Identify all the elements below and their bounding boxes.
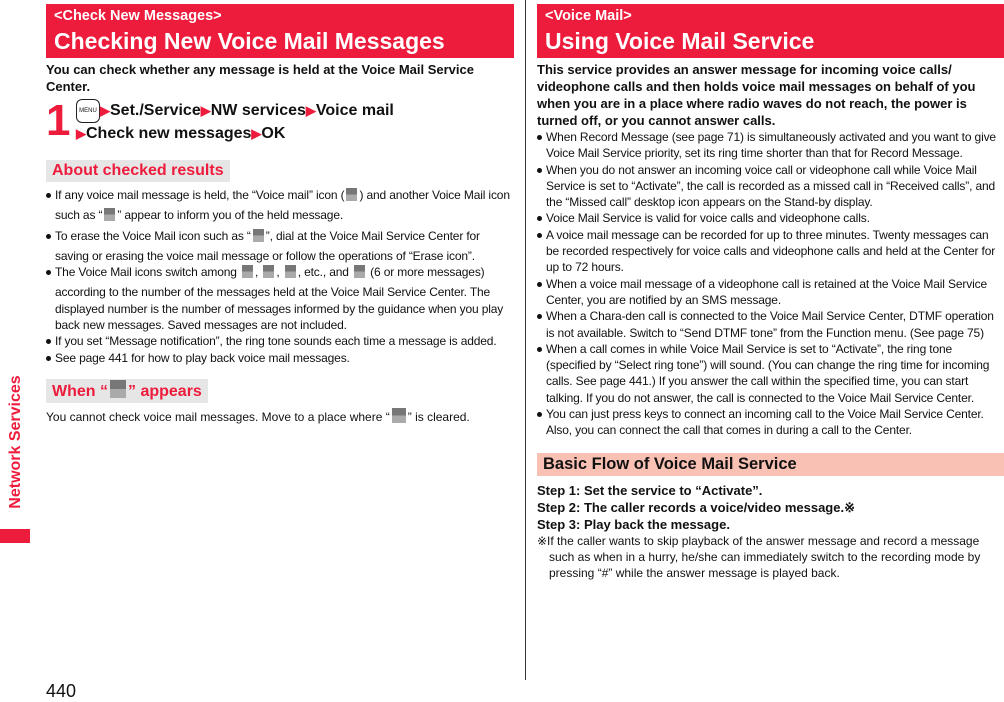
step-item: Voice mail bbox=[315, 102, 394, 120]
text: The Voice Mail icons switch among bbox=[55, 265, 240, 280]
step-item: Set./Service bbox=[110, 102, 201, 120]
step-item: OK bbox=[261, 125, 286, 142]
list-item bbox=[46, 264, 514, 333]
arrow-icon: ▶ bbox=[200, 103, 211, 119]
list-item bbox=[46, 228, 514, 265]
list-item: When a voice mail message of a videophone call is retained at the Voice Mail Service Center, you are notified by an SMS message. bbox=[537, 276, 1004, 309]
step-text bbox=[76, 99, 394, 145]
section-tab-label: Network Services bbox=[7, 375, 24, 509]
right-header-title: Using Voice Mail Service bbox=[545, 28, 815, 54]
list-item: You can just press keys to connect an incoming call to the Voice Mail Service Center. Also, you can connect the call that comes in during a call to the Center. bbox=[537, 406, 1004, 439]
step-1 bbox=[46, 96, 514, 145]
list-item bbox=[46, 187, 514, 228]
arrow-icon: ▶ bbox=[305, 103, 316, 119]
arrow-icon: ▶ bbox=[100, 103, 110, 119]
flow-step: Step 2: The caller records a voice/video message.※ bbox=[537, 499, 855, 515]
section-out-of-area bbox=[46, 379, 208, 403]
flow-step: Step 3: Play back the message. bbox=[537, 516, 730, 532]
voice-mail-1-icon bbox=[242, 265, 253, 278]
left-column bbox=[46, 4, 514, 425]
voice-mail-count-icon bbox=[253, 229, 264, 242]
left-header-title: Checking New Voice Mail Messages bbox=[54, 28, 445, 54]
step-item: Check new messages bbox=[86, 125, 252, 142]
list-item: When you do not answer an incoming voice call or videophone call while Voice Mail Service is set to “Activate”, the call is recorded as a missed call in “Received calls”, and the “Missed call” desktop icon appears on the Stand-by display. bbox=[537, 162, 1004, 211]
left-header bbox=[46, 4, 514, 58]
text: ) and another Voice Mail icon such as “ bbox=[55, 188, 510, 223]
section-basic-flow: Basic Flow of Voice Mail Service bbox=[537, 453, 1004, 476]
list-item: A voice mail message can be recorded for up to three minutes. Twenty messages can be recorded respectively for voice calls and videophone calls and held at the Center for up to 72 hours. bbox=[537, 227, 1004, 276]
voice-mail-plus-icon bbox=[354, 265, 365, 278]
arrow-icon: ▶ bbox=[76, 126, 86, 141]
step-number: 1 bbox=[46, 96, 71, 145]
text: (6 or more messages) according to the number of the messages held at the Voice Mail Service Center. The displayed number is the number of messages informed by the guidance when you play back new messages. Saved messages are not included. bbox=[55, 265, 504, 333]
text: ” appear to inform you of the held message. bbox=[117, 208, 344, 223]
menu-key-icon: MENU bbox=[76, 99, 100, 123]
flow-step: Step 1: Set the service to “Activate”. bbox=[537, 482, 763, 498]
voice-mail-3-icon bbox=[285, 265, 296, 278]
arrow-icon: ▶ bbox=[251, 126, 262, 141]
section-about-checked-results: About checked results bbox=[46, 160, 230, 182]
right-header bbox=[537, 4, 1004, 58]
page-number: 440 bbox=[46, 681, 77, 701]
list-item: When a call comes in while Voice Mail Service is set to “Activate”, the ring tone (specified by “Select ring tone”) will sound. (You can change the ring time for incoming calls. See page 441.) If you answer the call within the specified time, you can start talking. If you do not answer, the call is connected to the Voice Mail Service Center. bbox=[537, 341, 1004, 406]
right-bullets bbox=[537, 129, 1004, 439]
list-item: When a Chara-den call is connected to the Voice Mail Service Center, DTMF operation is not available. Switch to “Send DTMF tone” from the Function menu. (See page 75) bbox=[537, 308, 1004, 341]
right-header-subtitle: <Voice Mail> bbox=[545, 8, 632, 24]
voice-mail-2-icon bbox=[263, 265, 274, 278]
text: To erase the Voice Mail icon such as “ bbox=[55, 228, 251, 243]
text: ” is cleared. bbox=[407, 409, 470, 424]
flow-steps bbox=[537, 482, 1004, 533]
text: , bbox=[254, 265, 262, 280]
right-lead: This service provides an answer message for incoming voice calls/ videophone calls and then holds voice mail messages on behalf of you when you are in a place where radio waves do not reach, the power is turned off, or you cannot answer calls. bbox=[537, 62, 976, 128]
out-of-area-icon bbox=[110, 380, 126, 398]
list-item: When Record Message (see page 71) is simultaneously activated and you want to give Voice Mail Service priority, set its ring time shorter than that for Record Message. bbox=[537, 129, 1004, 162]
text: , bbox=[276, 265, 283, 280]
text: , etc., and bbox=[297, 265, 352, 280]
left-header-subtitle: <Check New Messages> bbox=[54, 8, 222, 24]
text: ” appears bbox=[128, 382, 202, 400]
section-tab-bar bbox=[0, 529, 30, 543]
flow-note: ※If the caller wants to skip playback of the answer message and record a message such as when in a hurry, he/she can immediately switch to the recording mode by pressing “#” while the answer message is played back. bbox=[537, 533, 981, 581]
section-tab bbox=[0, 370, 30, 543]
left-lead: You can check whether any message is held at the Voice Mail Service Center. bbox=[46, 62, 474, 94]
voice-mail-count-icon bbox=[104, 208, 115, 221]
right-column bbox=[537, 4, 1004, 582]
step-item: NW services bbox=[210, 102, 306, 120]
text: If any voice mail message is held, the “Voice mail” icon ( bbox=[55, 188, 345, 202]
list-item: See page 441 for how to play back voice mail messages. bbox=[46, 350, 514, 366]
text: ”, dial at the Voice Mail Service Center for saving or erasing the voice mail message or follow the operations of “Erase icon”. bbox=[55, 228, 480, 263]
list-item: If you set “Message notification”, the ring tone sounds each time a message is added. bbox=[46, 333, 514, 349]
list-item: Voice Mail Service is valid for voice calls and videophone calls. bbox=[537, 210, 1004, 226]
text: You cannot check voice mail messages. Move to a place where “ bbox=[46, 409, 390, 424]
voice-mail-icon bbox=[346, 188, 357, 201]
text: When “ bbox=[52, 382, 108, 400]
left-bullets bbox=[46, 187, 514, 366]
out-of-area-icon bbox=[392, 408, 406, 423]
column-divider bbox=[525, 0, 526, 680]
out-of-area-text bbox=[46, 408, 514, 425]
